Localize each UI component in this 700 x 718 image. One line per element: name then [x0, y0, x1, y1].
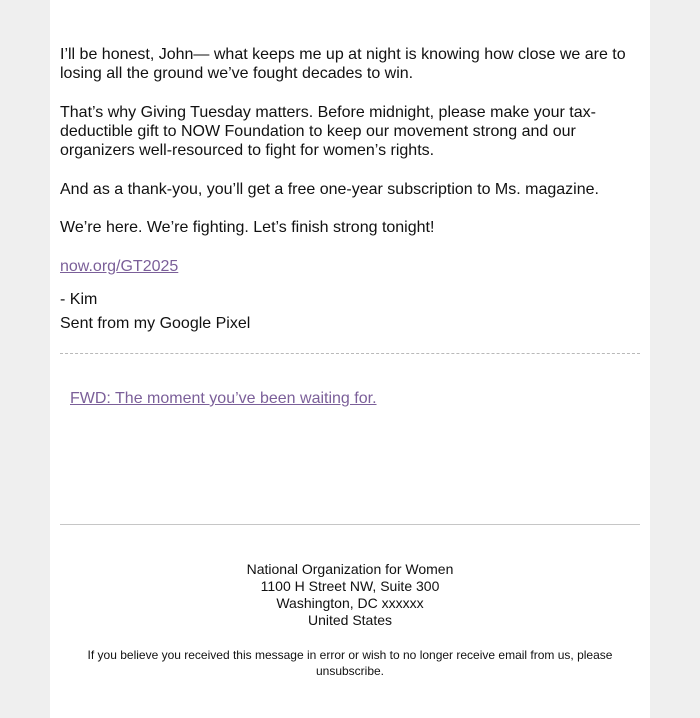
message-paragraph-2: That’s why Giving Tuesday matters. Before midnight, please make your tax-deductible gift to NOW Foundation to keep our movement strong and our organizers well-resourced to fight for women’s rights. [60, 104, 596, 159]
footer-street: 1100 H Street NW, Suite 300 [260, 578, 440, 594]
message-paragraph-1: I’ll be honest, John— what keeps me up at night is knowing how close we are to losing all the ground we’ve fought decades to win. [60, 46, 626, 82]
sign-off: - Kim [60, 291, 98, 308]
dashed-divider [60, 353, 640, 354]
footer-address [50, 561, 650, 629]
footer-city: Washington, DC xxxxxx [276, 595, 424, 611]
sent-from-signature: Sent from my Google Pixel [60, 315, 251, 332]
footer-divider [60, 524, 640, 525]
donation-link[interactable]: now.org/GT2025 [60, 258, 179, 275]
message-paragraph-4: We’re here. We’re fighting. Let’s finish strong tonight! [60, 219, 435, 236]
donation-link-wrapper [60, 257, 640, 276]
unsubscribe-note: If you believe you received this message in error or wish to no longer receive email from us, please unsubscribe. [87, 648, 613, 678]
message-paragraph-3: And as a thank-you, you’ll get a free one-year subscription to Ms. magazine. [60, 181, 599, 198]
footer-org-name: National Organization for Women [246, 561, 454, 577]
forwarded-message-link[interactable]: FWD: The moment you’ve been waiting for. [70, 390, 377, 407]
footer-country: United States [307, 612, 393, 628]
email-panel [50, 0, 650, 718]
